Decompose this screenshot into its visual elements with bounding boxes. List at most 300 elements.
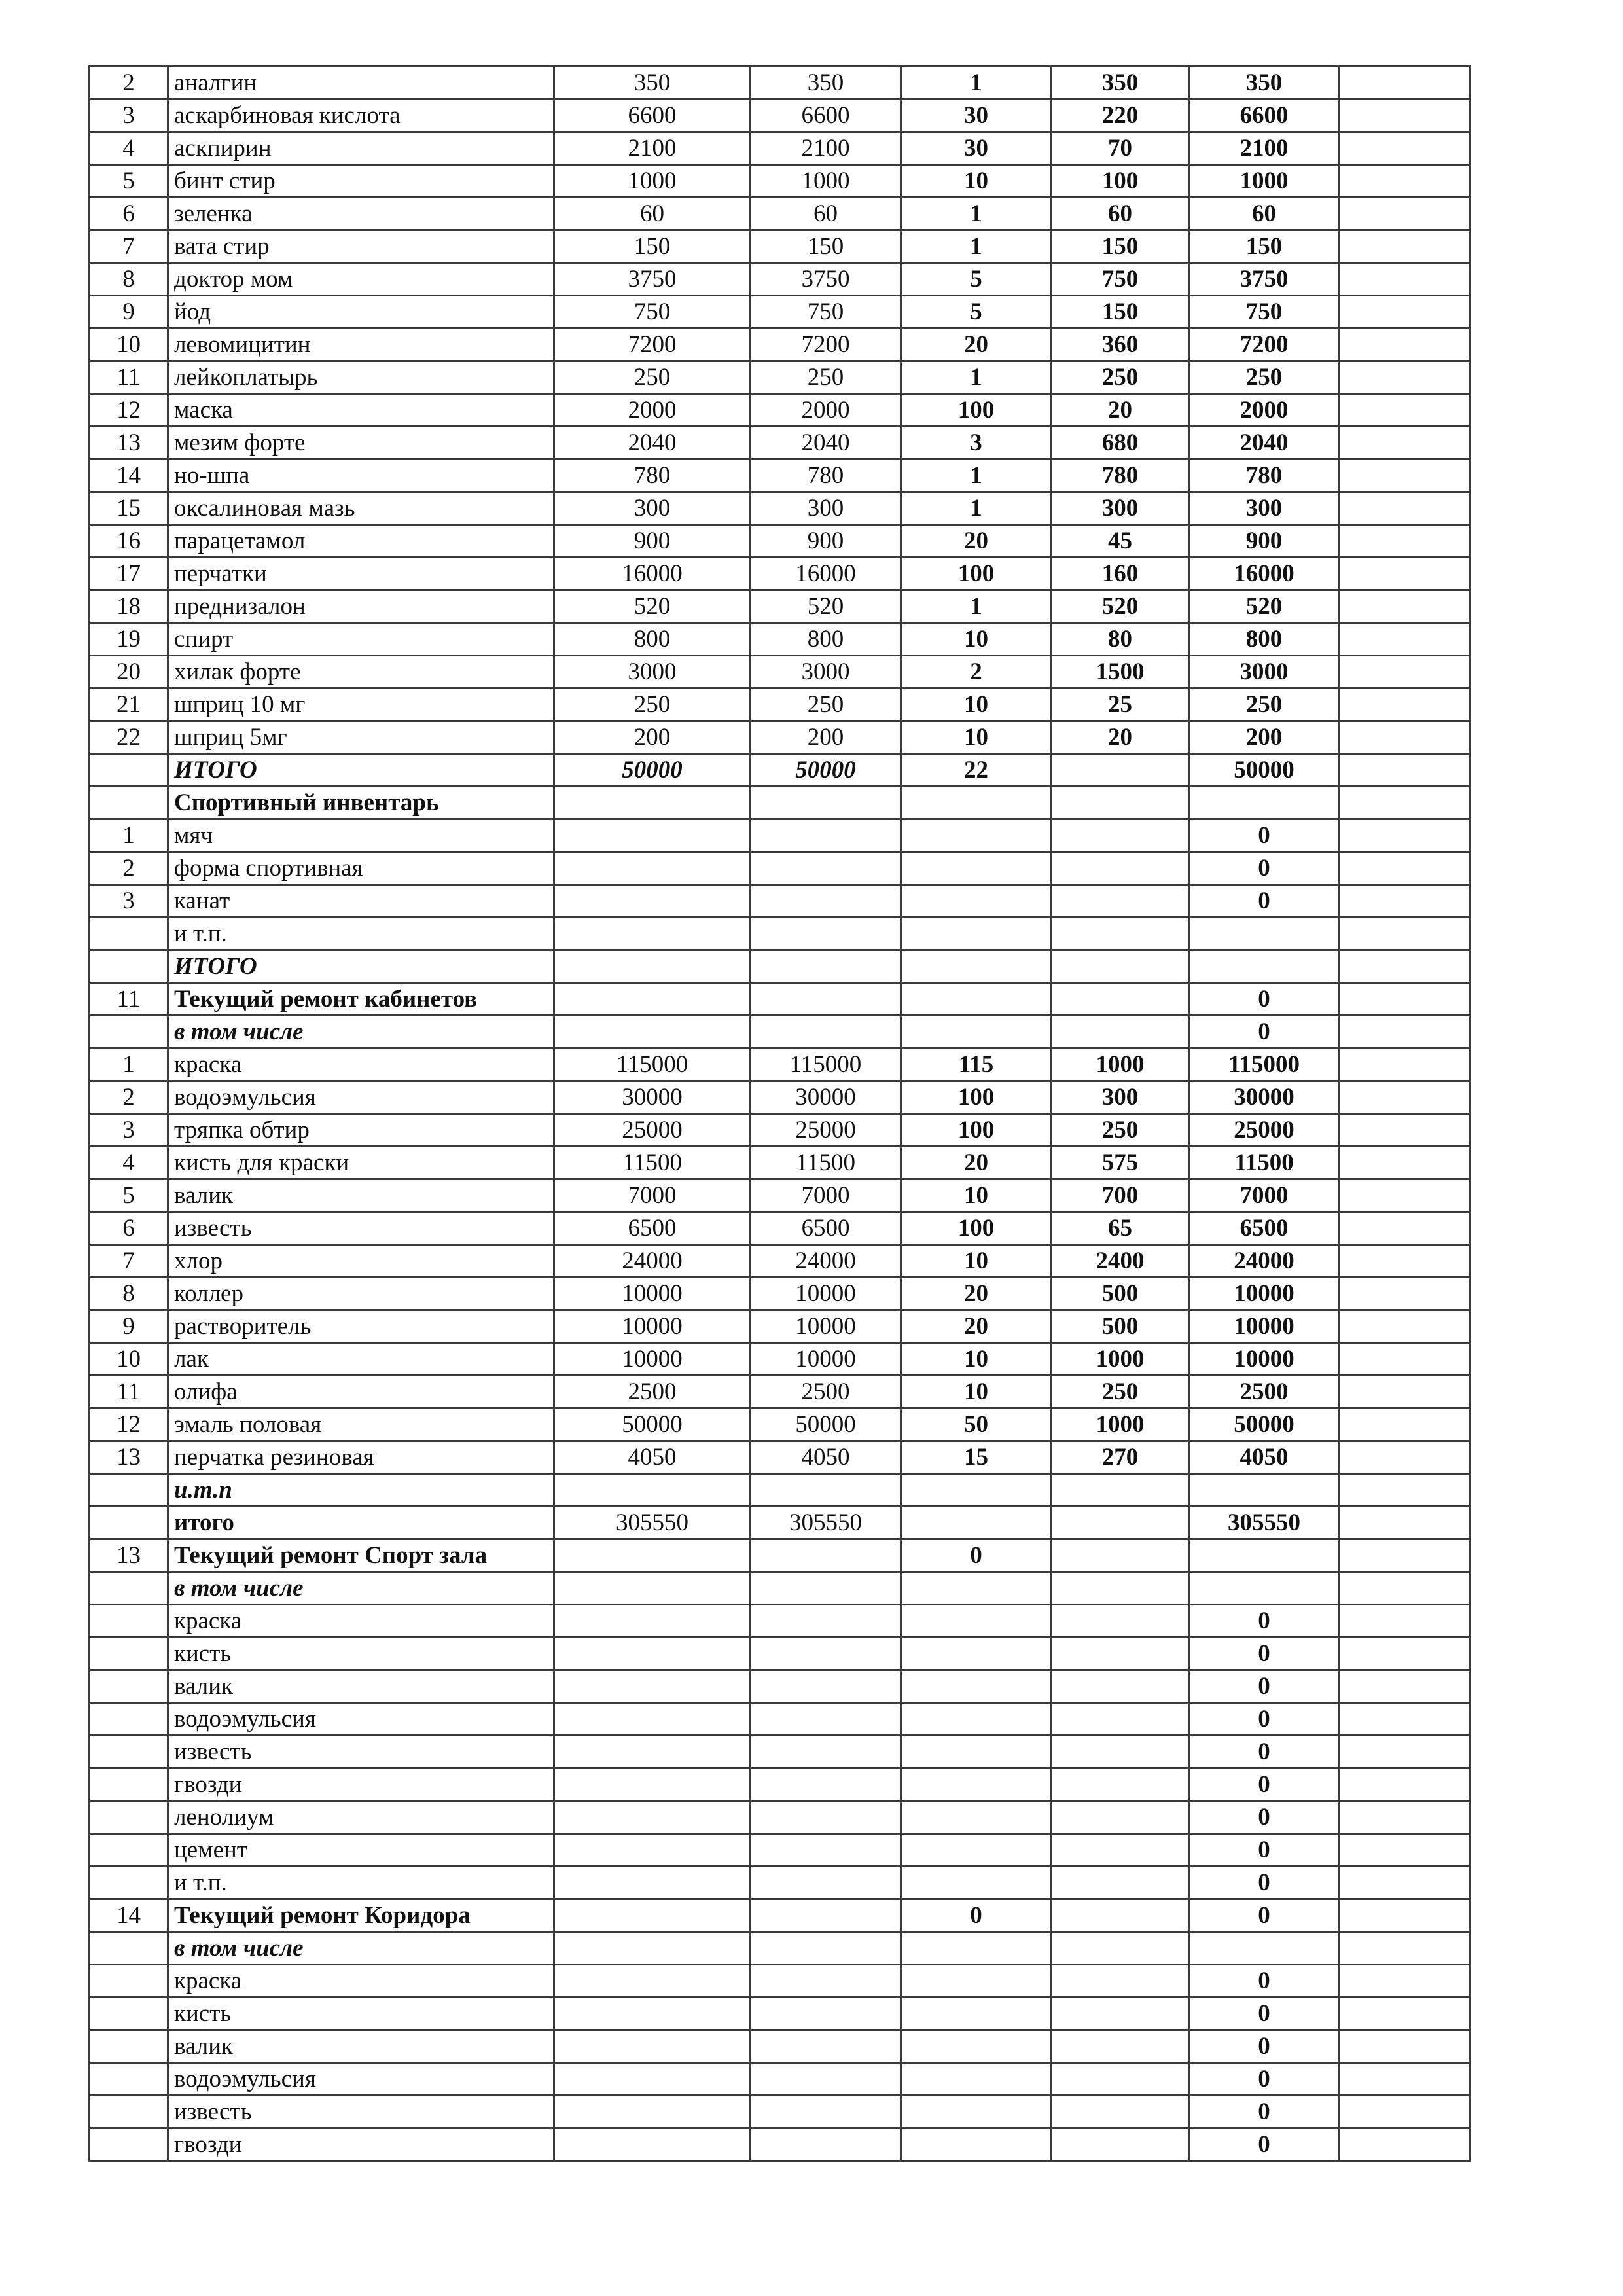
price-cell: 1000 [1052,1408,1189,1441]
table-row [90,1932,1471,1965]
table-row [90,1408,1471,1441]
quantity-cell [901,950,1052,983]
item-name-cell: в том числе [168,1932,554,1965]
item-name-cell: валик [168,1179,554,1212]
amount-cell: 780 [554,459,751,492]
amount-cell: 3000 [554,656,751,689]
table-row [90,67,1471,99]
blank-cell [1340,99,1471,132]
row-number-cell: 11 [90,1376,168,1408]
price-cell: 45 [1052,525,1189,558]
quantity-cell: 50 [901,1408,1052,1441]
blank-cell [1340,2030,1471,2063]
table-row [90,852,1471,885]
amount-total-cell: 25000 [751,1114,901,1147]
amount-total-cell: 7200 [751,329,901,361]
amount-total-cell: 115000 [751,1049,901,1081]
row-number-cell: 13 [90,1441,168,1474]
price-cell: 360 [1052,329,1189,361]
table-row [90,656,1471,689]
amount-cell: 30000 [554,1081,751,1114]
quantity-cell [901,2096,1052,2128]
amount-cell [554,819,751,852]
table-row [90,721,1471,754]
row-number-cell [90,1016,168,1049]
item-name-cell: ИТОГО [168,950,554,983]
table-row [90,819,1471,852]
price-cell: 350 [1052,67,1189,99]
price-cell: 750 [1052,263,1189,296]
amount-total-cell [751,787,901,819]
price-cell [1052,2128,1189,2161]
blank-cell [1340,1278,1471,1310]
amount-cell [554,1932,751,1965]
sum-cell: 25000 [1189,1114,1340,1147]
amount-total-cell [751,2096,901,2128]
row-number-cell: 1 [90,819,168,852]
item-name-cell: хилак форте [168,656,554,689]
table-row [90,885,1471,918]
item-name-cell: гвозди [168,2128,554,2161]
amount-cell: 4050 [554,1441,751,1474]
item-name-cell: водоэмульсия [168,1703,554,1736]
row-number-cell: 21 [90,689,168,721]
row-number-cell [90,1867,168,1899]
blank-cell [1340,1965,1471,1998]
amount-total-cell [751,2063,901,2096]
table-row [90,1212,1471,1245]
price-cell: 500 [1052,1310,1189,1343]
quantity-cell: 1 [901,198,1052,230]
quantity-cell: 1 [901,492,1052,525]
row-number-cell [90,1572,168,1605]
blank-cell [1340,1638,1471,1670]
row-number-cell: 3 [90,1114,168,1147]
quantity-cell: 100 [901,558,1052,590]
amount-cell: 2000 [554,394,751,427]
amount-total-cell [751,983,901,1016]
table-row [90,2063,1471,2096]
table-row [90,787,1471,819]
price-cell [1052,754,1189,787]
row-number-cell [90,754,168,787]
amount-total-cell: 50000 [751,754,901,787]
row-number-cell [90,1736,168,1768]
quantity-cell [901,2063,1052,2096]
blank-cell [1340,1539,1471,1572]
amount-cell [554,1998,751,2030]
quantity-cell [901,1834,1052,1867]
price-cell: 60 [1052,198,1189,230]
row-number-cell: 8 [90,1278,168,1310]
amount-total-cell: 350 [751,67,901,99]
item-name-cell: форма спортивная [168,852,554,885]
quantity-cell: 10 [901,1179,1052,1212]
amount-total-cell: 16000 [751,558,901,590]
blank-cell [1340,918,1471,950]
sum-cell [1189,787,1340,819]
amount-cell: 115000 [554,1049,751,1081]
blank-cell [1340,656,1471,689]
amount-cell [554,1016,751,1049]
sum-cell: 750 [1189,296,1340,329]
quantity-cell [901,885,1052,918]
price-cell [1052,819,1189,852]
amount-total-cell [751,1474,901,1507]
item-name-cell: тряпка обтир [168,1114,554,1147]
sum-cell: 10000 [1189,1343,1340,1376]
item-name-cell: водоэмульсия [168,2063,554,2096]
blank-cell [1340,2063,1471,2096]
row-number-cell [90,1932,168,1965]
sum-cell: 3750 [1189,263,1340,296]
blank-cell [1340,1736,1471,1768]
amount-total-cell: 1000 [751,165,901,198]
amount-total-cell: 3750 [751,263,901,296]
table-row [90,1670,1471,1703]
amount-total-cell: 50000 [751,1408,901,1441]
sum-cell: 520 [1189,590,1340,623]
amount-total-cell: 4050 [751,1441,901,1474]
quantity-cell [901,787,1052,819]
row-number-cell: 12 [90,394,168,427]
table-row [90,2030,1471,2063]
amount-total-cell [751,918,901,950]
amount-cell [554,1834,751,1867]
amount-cell [554,1899,751,1932]
row-number-cell: 3 [90,99,168,132]
table-row [90,198,1471,230]
table-row [90,1179,1471,1212]
blank-cell [1340,1605,1471,1638]
quantity-cell [901,1965,1052,1998]
sum-cell [1189,1474,1340,1507]
sum-cell: 10000 [1189,1310,1340,1343]
row-number-cell [90,1998,168,2030]
item-name-cell: спирт [168,623,554,656]
row-number-cell: 14 [90,1899,168,1932]
row-number-cell [90,2030,168,2063]
blank-cell [1340,1310,1471,1343]
row-number-cell [90,2128,168,2161]
quantity-cell [901,918,1052,950]
blank-cell [1340,1049,1471,1081]
amount-total-cell: 300 [751,492,901,525]
item-name-cell: в том числе [168,1016,554,1049]
item-name-cell: маска [168,394,554,427]
blank-cell [1340,1474,1471,1507]
amount-total-cell: 7000 [751,1179,901,1212]
row-number-cell: 8 [90,263,168,296]
quantity-cell: 100 [901,1081,1052,1114]
price-cell [1052,2030,1189,2063]
amount-cell: 10000 [554,1278,751,1310]
item-name-cell: коллер [168,1278,554,1310]
price-cell [1052,1638,1189,1670]
row-number-cell [90,787,168,819]
price-cell: 500 [1052,1278,1189,1310]
quantity-cell: 15 [901,1441,1052,1474]
amount-total-cell [751,1572,901,1605]
sum-cell: 350 [1189,67,1340,99]
price-cell: 575 [1052,1147,1189,1179]
quantity-cell [901,1932,1052,1965]
row-number-cell: 17 [90,558,168,590]
amount-cell: 50000 [554,1408,751,1441]
row-number-cell [90,2063,168,2096]
price-cell [1052,1867,1189,1899]
blank-cell [1340,1834,1471,1867]
blank-cell [1340,296,1471,329]
amount-cell [554,1867,751,1899]
row-number-cell [90,1768,168,1801]
blank-cell [1340,590,1471,623]
item-name-cell: мезим форте [168,427,554,459]
row-number-cell: 13 [90,427,168,459]
amount-total-cell: 305550 [751,1507,901,1539]
sum-cell: 0 [1189,852,1340,885]
price-cell [1052,1539,1189,1572]
blank-cell [1340,459,1471,492]
amount-total-cell [751,2030,901,2063]
amount-cell: 350 [554,67,751,99]
price-cell [1052,885,1189,918]
sum-cell: 0 [1189,2063,1340,2096]
sum-cell [1189,1539,1340,1572]
amount-cell: 2040 [554,427,751,459]
price-cell: 250 [1052,1376,1189,1408]
table-body [90,67,1471,2161]
price-cell: 2400 [1052,1245,1189,1278]
amount-cell [554,2128,751,2161]
quantity-cell [901,1867,1052,1899]
blank-cell [1340,1998,1471,2030]
amount-total-cell [751,1768,901,1801]
row-number-cell [90,1801,168,1834]
quantity-cell: 100 [901,1114,1052,1147]
item-name-cell: известь [168,1736,554,1768]
price-cell: 25 [1052,689,1189,721]
item-name-cell: и.т.п [168,1474,554,1507]
amount-cell [554,1474,751,1507]
sum-cell: 0 [1189,1834,1340,1867]
sum-cell: 6600 [1189,99,1340,132]
item-name-cell: перчатка резиновая [168,1441,554,1474]
item-name-cell: кисть [168,1998,554,2030]
sum-cell: 305550 [1189,1507,1340,1539]
sum-cell: 60 [1189,198,1340,230]
item-name-cell: доктор мом [168,263,554,296]
blank-cell [1340,329,1471,361]
table-row [90,230,1471,263]
item-name-cell: известь [168,2096,554,2128]
item-name-cell: и т.п. [168,1867,554,1899]
blank-cell [1340,1016,1471,1049]
price-cell: 680 [1052,427,1189,459]
amount-total-cell [751,1998,901,2030]
table-row [90,1572,1471,1605]
table-row [90,361,1471,394]
table-row [90,492,1471,525]
blank-cell [1340,558,1471,590]
amount-cell [554,1703,751,1736]
price-cell [1052,1605,1189,1638]
amount-cell: 150 [554,230,751,263]
table-row [90,1834,1471,1867]
quantity-cell: 100 [901,394,1052,427]
quantity-cell: 1 [901,67,1052,99]
row-number-cell: 10 [90,1343,168,1376]
amount-total-cell: 200 [751,721,901,754]
row-number-cell [90,1638,168,1670]
item-name-cell: вата стир [168,230,554,263]
amount-total-cell: 150 [751,230,901,263]
item-name-cell: Текущий ремонт Спорт зала [168,1539,554,1572]
table-row [90,1147,1471,1179]
blank-cell [1340,1212,1471,1245]
row-number-cell: 4 [90,1147,168,1179]
sum-cell: 0 [1189,1736,1340,1768]
item-name-cell: перчатки [168,558,554,590]
price-cell: 300 [1052,492,1189,525]
amount-total-cell [751,1703,901,1736]
table-row [90,1310,1471,1343]
row-number-cell [90,1965,168,1998]
item-name-cell: зеленка [168,198,554,230]
price-cell [1052,1801,1189,1834]
sum-cell: 0 [1189,1638,1340,1670]
price-cell: 20 [1052,721,1189,754]
amount-total-cell: 6600 [751,99,901,132]
row-number-cell [90,1474,168,1507]
amount-total-cell: 2500 [751,1376,901,1408]
amount-total-cell: 6500 [751,1212,901,1245]
quantity-cell: 10 [901,1245,1052,1278]
amount-total-cell: 520 [751,590,901,623]
amount-total-cell [751,1736,901,1768]
table-row [90,99,1471,132]
price-cell: 220 [1052,99,1189,132]
item-name-cell: известь [168,1212,554,1245]
amount-cell: 1000 [554,165,751,198]
row-number-cell: 9 [90,296,168,329]
item-name-cell: бинт стир [168,165,554,198]
item-name-cell: и т.п. [168,918,554,950]
table-row [90,1998,1471,2030]
price-cell: 20 [1052,394,1189,427]
item-name-cell: олифа [168,1376,554,1408]
quantity-cell: 10 [901,1343,1052,1376]
quantity-cell [901,983,1052,1016]
sum-cell [1189,950,1340,983]
table-row [90,983,1471,1016]
row-number-cell [90,1670,168,1703]
blank-cell [1340,1670,1471,1703]
amount-total-cell: 24000 [751,1245,901,1278]
item-name-cell: йод [168,296,554,329]
blank-cell [1340,1114,1471,1147]
amount-total-cell [751,1867,901,1899]
table-row [90,1441,1471,1474]
sum-cell: 0 [1189,983,1340,1016]
blank-cell [1340,1507,1471,1539]
sum-cell: 200 [1189,721,1340,754]
sum-cell: 6500 [1189,1212,1340,1245]
price-cell [1052,1932,1189,1965]
quantity-cell [901,852,1052,885]
price-cell: 160 [1052,558,1189,590]
quantity-cell: 100 [901,1212,1052,1245]
amount-cell [554,1768,751,1801]
blank-cell [1340,852,1471,885]
item-name-cell: валик [168,1670,554,1703]
amount-total-cell: 2100 [751,132,901,165]
row-number-cell: 9 [90,1310,168,1343]
sum-cell: 2500 [1189,1376,1340,1408]
price-cell [1052,950,1189,983]
item-name-cell: оксалиновая мазь [168,492,554,525]
price-cell: 80 [1052,623,1189,656]
amount-total-cell: 30000 [751,1081,901,1114]
item-name-cell: водоэмульсия [168,1081,554,1114]
row-number-cell: 2 [90,852,168,885]
item-name-cell: левомицитин [168,329,554,361]
item-name-cell: шприц 5мг [168,721,554,754]
sum-cell: 0 [1189,1899,1340,1932]
table-row [90,1736,1471,1768]
quantity-cell [901,1572,1052,1605]
row-number-cell: 13 [90,1539,168,1572]
price-cell [1052,1572,1189,1605]
blank-cell [1340,1408,1471,1441]
item-name-cell: парацетамол [168,525,554,558]
row-number-cell: 11 [90,361,168,394]
sum-cell: 2000 [1189,394,1340,427]
quantity-cell: 3 [901,427,1052,459]
blank-cell [1340,1245,1471,1278]
sum-cell: 780 [1189,459,1340,492]
table-row [90,165,1471,198]
amount-total-cell: 10000 [751,1343,901,1376]
table-row [90,754,1471,787]
row-number-cell: 18 [90,590,168,623]
row-number-cell: 10 [90,329,168,361]
amount-cell: 250 [554,689,751,721]
table-row [90,950,1471,983]
row-number-cell: 3 [90,885,168,918]
quantity-cell: 20 [901,1310,1052,1343]
sum-cell: 1000 [1189,165,1340,198]
row-number-cell: 19 [90,623,168,656]
price-cell: 250 [1052,1114,1189,1147]
item-name-cell: Текущий ремонт Коридора [168,1899,554,1932]
table-row [90,2096,1471,2128]
blank-cell [1340,1867,1471,1899]
amount-cell [554,1539,751,1572]
price-cell [1052,2063,1189,2096]
price-cell: 1000 [1052,1049,1189,1081]
item-name-cell: лак [168,1343,554,1376]
price-cell [1052,1834,1189,1867]
quantity-cell: 0 [901,1539,1052,1572]
price-cell: 70 [1052,132,1189,165]
amount-cell: 750 [554,296,751,329]
quantity-cell [901,1998,1052,2030]
table-row [90,1114,1471,1147]
price-cell [1052,1899,1189,1932]
blank-cell [1340,361,1471,394]
table-row [90,329,1471,361]
